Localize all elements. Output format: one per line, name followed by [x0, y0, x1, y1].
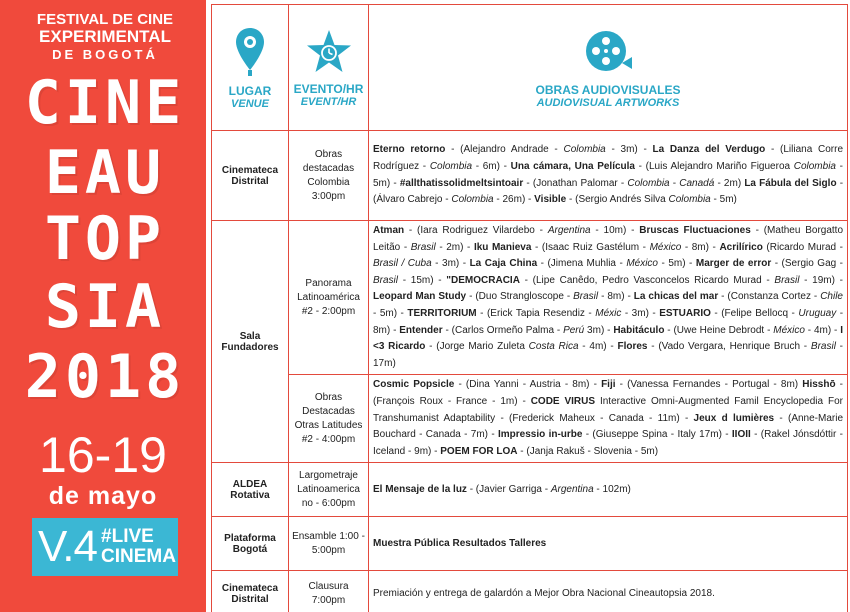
table-row — [212, 375, 848, 463]
work-detail: - 102m) — [593, 483, 631, 495]
work-detail: - (Uwe Heine Debrodt - — [664, 324, 774, 336]
works-cell — [369, 517, 848, 571]
work-title: Bruscas Fluctuaciones — [639, 225, 751, 236]
works-header — [369, 5, 848, 131]
work-title: ESTUARIO — [659, 307, 711, 319]
works-cell — [369, 131, 848, 221]
work-detail: - (Sergio Gag - — [771, 258, 844, 270]
festival-poster-panel — [0, 0, 206, 612]
works-cell — [369, 221, 848, 375]
work-detail: - (Javier Garriga - — [466, 483, 551, 495]
work-detail: - (Vanessa Fernandes - Portugal - 8m) — [615, 379, 803, 391]
work-title: Entender — [399, 324, 443, 336]
work-detail: Brasil / Cuba — [373, 258, 432, 270]
work-title: Atman — [373, 225, 405, 236]
work-detail: - 8m) - — [598, 291, 634, 303]
work-detail: - (Jimena Muhlia - — [537, 258, 627, 270]
work-title: Flores — [617, 341, 648, 353]
event-header-label: EVENTO/HR — [293, 81, 364, 96]
work-detail: - 5m) - — [658, 258, 696, 270]
venue-cell: Cinemateca Distrital — [212, 571, 289, 612]
event-cell: Panorama Latinoamérica #2 - 2:00pm — [289, 221, 369, 375]
logo-row-2: EAU — [44, 138, 166, 208]
work-detail: - (Felipe Bellocq - — [710, 307, 799, 319]
work-detail: - 3m) - — [621, 307, 660, 319]
work-detail: - 3m) - — [605, 144, 653, 156]
works-cell — [369, 375, 848, 463]
work-detail: - 3m) - — [431, 258, 470, 270]
event-header-sublabel: EVENT/HR — [300, 95, 357, 108]
work-detail: - (Sergio Andrés Silva — [566, 194, 669, 206]
venue-header-label: LUGAR — [228, 83, 272, 98]
venue-cell: Plataforma Bogotá — [212, 517, 289, 571]
works-header-label: OBRAS AUDIOVISUALES — [535, 82, 681, 97]
work-detail: - (Lipe Canêdo, Pedro Vasconcelos Ricardo Murad - — [519, 274, 775, 286]
event-cell: Obras Destacadas Otras Latitudes #2 - 4:00pm — [289, 375, 369, 463]
work-detail: - 2m) — [714, 177, 745, 189]
event-cell: Obras destacadas Colombia 3:00pm — [289, 131, 369, 221]
work-title: Hisshō — [802, 379, 836, 391]
work-detail: Colombia — [668, 194, 711, 206]
work-detail: Brasil — [774, 274, 800, 286]
work-title: El Mensaje de la luz — [373, 483, 467, 495]
work-detail: Brasil — [410, 241, 436, 253]
work-detail: - 4m) - — [578, 341, 618, 353]
work-title: TERRITORIUM — [407, 307, 477, 319]
festival-dates: 16-19 — [39, 427, 167, 483]
work-title: La Caja China — [469, 258, 538, 270]
work-detail: - (Dina Yanni - Austria - 8m) - — [454, 379, 602, 391]
work-detail: Colombia — [429, 160, 473, 172]
table-row — [212, 517, 848, 571]
work-detail: Colombia — [451, 194, 494, 206]
work-title: I <3 Ricardo — [373, 324, 844, 353]
work-detail: - 17m) — [373, 341, 844, 369]
work-title: Acrilírico — [719, 241, 763, 253]
work-title: La Fábula del Siglo — [744, 177, 837, 189]
table-row — [212, 463, 848, 517]
venue-cell: Cinemateca Distrital — [212, 131, 289, 221]
work-detail: Colombia — [793, 160, 836, 172]
work-detail: - (Constanza Cortez - — [718, 291, 821, 303]
work-title: Marger de error — [695, 258, 772, 270]
work-detail: - — [669, 177, 680, 189]
work-detail: - (Carlos Ormeño Palma - — [442, 324, 564, 336]
work-detail: Premiación y entrega de galardón a Mejor Obra Nacional Cineautopsia 2018. — [373, 587, 715, 599]
work-title: #allthatissolidmeltsintoair — [399, 177, 524, 189]
work-detail: - (Álvaro Cabrejo - — [373, 177, 844, 206]
work-detail: - (Giuseppe Spina - Italy 17m) - — [582, 429, 732, 441]
live-tag: #LIVE — [101, 526, 154, 547]
live-cinema-badge — [32, 518, 178, 576]
logo-row-4: SIA — [44, 272, 166, 342]
work-title: Cosmic Popsicle — [373, 379, 455, 391]
work-detail: Argentina — [550, 483, 594, 495]
work-title: La Danza del Verdugo — [652, 144, 766, 156]
work-detail: - 26m) - — [493, 194, 535, 206]
work-detail: - (Matheu Borgatto Leitão - — [373, 225, 844, 253]
work-title: Una cámara, Una Película — [510, 160, 635, 172]
work-detail: - (Erick Tapia Resendiz - — [476, 307, 596, 319]
festival-month: de mayo — [48, 482, 158, 510]
version-label: V.4 — [38, 522, 98, 571]
work-detail: - (Jorge Mario Zuleta — [425, 341, 529, 353]
table-header-row — [212, 5, 848, 131]
work-detail: Colombia — [563, 144, 606, 156]
festival-line-3: DE BOGOTÁ — [52, 47, 158, 62]
work-detail: Colombia — [627, 177, 670, 189]
work-detail: - (Isaac Ruiz Gastélum - — [531, 241, 650, 253]
work-title: "DEMOCRACIA — [446, 274, 520, 286]
work-detail: - 4m) - — [804, 324, 841, 336]
work-title: Leopard Man Study — [373, 291, 467, 303]
festival-line-2: EXPERIMENTAL — [39, 27, 171, 46]
map-pin-icon — [234, 26, 266, 78]
work-title: Eterno retorno — [373, 144, 446, 156]
work-detail: Brasil — [373, 274, 399, 286]
schedule-table — [211, 4, 848, 612]
work-detail: - 5m) — [710, 194, 737, 206]
festival-line-1: FESTIVAL DE CINE — [36, 11, 174, 28]
work-detail: - (Iara Rodriguez Vilardebo - — [404, 225, 548, 236]
work-detail: - 19m) - — [799, 274, 843, 286]
table-row — [212, 131, 848, 221]
work-detail: - (Rakel Jónsdóttir - Iceland - 9m) - — [373, 429, 844, 457]
work-detail: - 15m) - — [398, 274, 447, 286]
work-detail: México — [773, 324, 805, 336]
work-detail: Brasil — [810, 341, 836, 353]
work-detail: - 5m) - — [373, 160, 843, 189]
work-detail: - 2m) - — [435, 241, 474, 253]
work-detail: - 5m) - — [373, 307, 408, 319]
work-detail: Chile — [820, 291, 843, 303]
event-cell: Clausura 7:00pm — [289, 571, 369, 612]
work-detail: - (Anne-Marie Bouchard - Canada - 7m) - — [373, 412, 844, 441]
logo-row-3: TOP — [44, 204, 166, 274]
work-detail: Méxic — [595, 307, 622, 319]
work-title: La chicas del mar — [633, 291, 719, 303]
work-detail: 3m) - — [584, 324, 614, 336]
work-title: Visible — [534, 194, 567, 206]
works-cell — [369, 571, 848, 612]
event-header — [289, 5, 369, 131]
work-title: Iku Manieva — [473, 241, 532, 253]
logo-row-5: 2018 — [24, 342, 186, 412]
work-title: Muestra Pública Resultados Talleres — [373, 537, 547, 549]
event-cell: Largometraje Latinoamerica no - 6:00pm — [289, 463, 369, 517]
logo-row-1: CINE — [24, 68, 186, 138]
work-title: CODE VIRUS — [530, 395, 596, 407]
works-header-sublabel: AUDIOVISUAL ARTWORKS — [536, 96, 680, 109]
work-detail: Brasil — [573, 291, 599, 303]
table-row — [212, 571, 848, 612]
venue-cell: Sala Fundadores — [212, 221, 289, 463]
work-detail: - (François Roux - France - 1m) - — [373, 379, 844, 407]
work-title: Habitáculo — [613, 324, 665, 336]
work-detail: (Ricardo Murad - — [762, 241, 843, 253]
work-detail: México — [626, 258, 658, 270]
work-detail: - 6m) - — [472, 160, 511, 172]
event-cell: Ensamble 1:00 - 5:00pm — [289, 517, 369, 571]
work-detail: - (Jonathan Palomar - — [523, 177, 628, 189]
work-title: Fiji — [601, 379, 616, 391]
work-detail: Interactive Omni-Augmented Famil Encyclopedia For Transhumanist Adaptability - (Frederick Maheux - Canada - 11m) - — [373, 395, 843, 424]
venue-header — [212, 5, 289, 131]
work-detail: México — [649, 241, 682, 253]
work-detail: - 8m) - — [373, 307, 844, 336]
work-detail: - (Luis Alejandro Mariño Figueroa — [635, 160, 794, 172]
work-detail: - (Janja Rakuš - Slovenia - 5m) — [517, 445, 659, 457]
work-title: IIOII — [731, 429, 751, 441]
work-detail: - 10m) - — [590, 225, 640, 236]
work-title: POEM FOR LOA — [440, 445, 518, 457]
work-detail: - (Vado Vergara, Henrique Bruch - — [647, 341, 811, 353]
work-title: Impressio in-urbe — [498, 429, 583, 441]
work-detail: Uruguay — [798, 307, 837, 319]
work-detail: - (Duo Strangloscope - — [466, 291, 574, 303]
venue-cell: ALDEA Rotativa — [212, 463, 289, 517]
work-detail: Perú — [563, 324, 585, 336]
venue-header-sublabel: VENUE — [231, 97, 269, 110]
work-detail: - (Alejandro Andrade - — [445, 144, 564, 156]
table-row — [212, 221, 848, 375]
cinema-tag: CINEMA — [101, 546, 176, 567]
work-detail: Costa Rica — [528, 341, 579, 353]
work-title: Jeux d lumières — [693, 412, 775, 424]
star-clock-icon — [305, 28, 353, 76]
work-detail: - (Liliana Corre Rodríguez - — [373, 144, 844, 172]
works-cell — [369, 463, 848, 517]
work-detail: Canadá — [679, 177, 715, 189]
film-reel-icon — [580, 27, 636, 77]
work-detail: Argentina — [547, 225, 591, 236]
work-detail: - 8m) - — [681, 241, 720, 253]
